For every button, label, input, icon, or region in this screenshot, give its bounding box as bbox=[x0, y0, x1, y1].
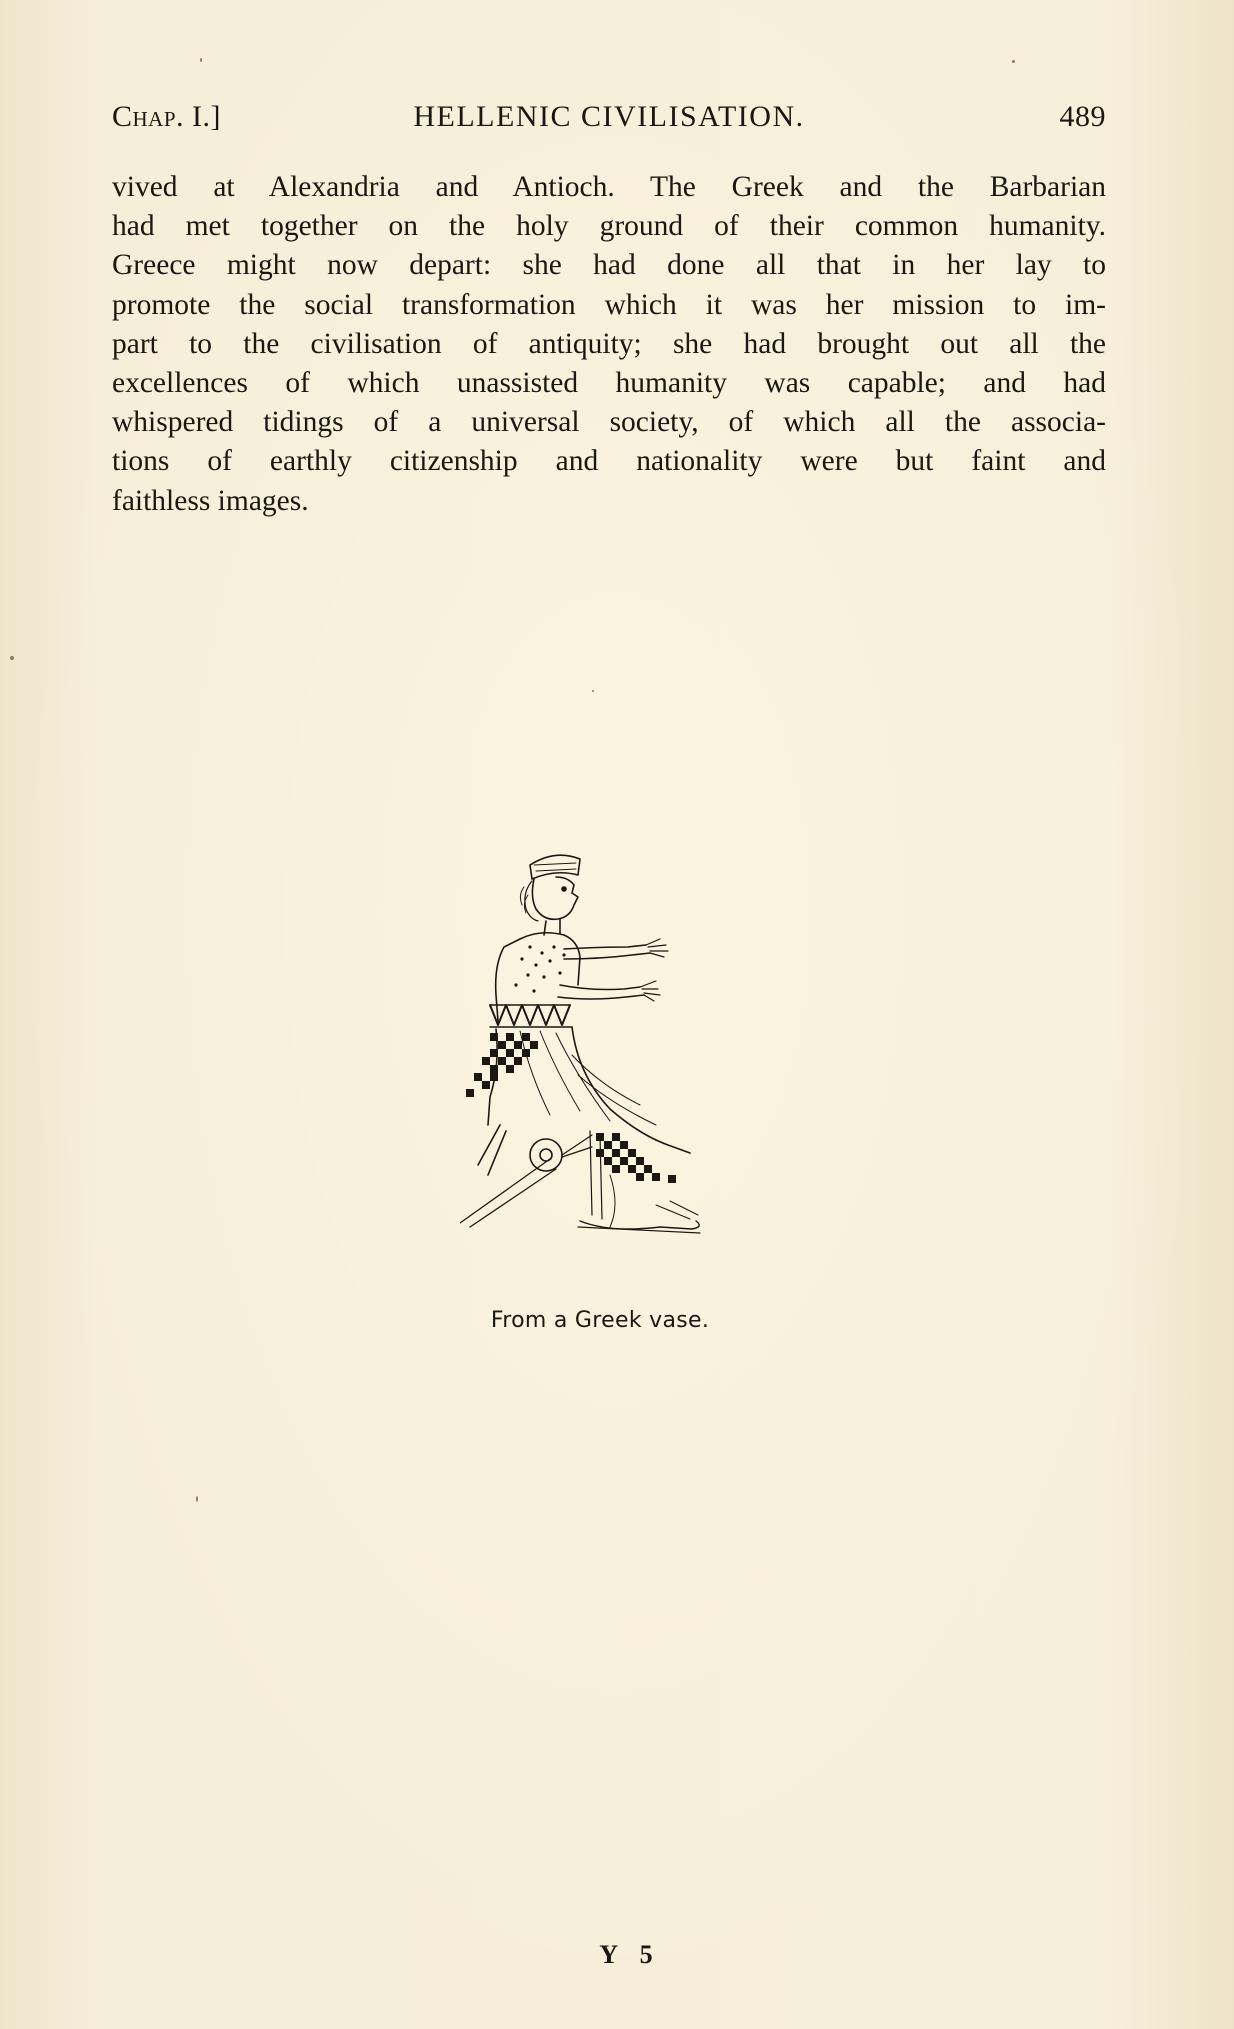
paper-speck bbox=[1012, 60, 1015, 63]
text-line: had met together on the holy ground of their common humanity. bbox=[112, 210, 1106, 243]
running-title: HELLENIC CIVILISATION. bbox=[413, 100, 805, 133]
text-line: tions of earthly citizenship and nationality were but faint and bbox=[112, 445, 1106, 478]
text-line: vived at Alexandria and Antioch. The Greek and the Barbarian bbox=[112, 171, 1106, 203]
figure-caption: From a Greek vase. bbox=[490, 1308, 710, 1333]
seated-figure-icon bbox=[460, 835, 780, 1275]
running-header bbox=[112, 100, 1106, 144]
paper-speck bbox=[196, 1496, 198, 1502]
body-paragraph bbox=[112, 168, 1106, 521]
text-line: faithless images. bbox=[112, 484, 309, 517]
paper-speck bbox=[10, 656, 14, 660]
text-line: whispered tidings of a universal society, of which all the associa- bbox=[112, 406, 1106, 439]
text-line: excellences of which unassisted humanity was capable; and had bbox=[112, 366, 1106, 399]
signature-mark: Y 5 bbox=[599, 1940, 661, 1969]
text-line: promote the social transformation which it was her mission to im- bbox=[112, 288, 1106, 321]
chapter-label: Chap. I.] bbox=[112, 100, 222, 133]
vase-illustration bbox=[460, 835, 780, 1275]
paper-speck bbox=[592, 690, 594, 692]
text-line: Greece might now depart: she had done all that in her lay to bbox=[112, 249, 1106, 282]
text-line: part to the civilisation of antiquity; she had brought out all the bbox=[112, 327, 1106, 360]
paper-speck bbox=[200, 58, 202, 62]
page-number: 489 bbox=[1059, 100, 1106, 133]
